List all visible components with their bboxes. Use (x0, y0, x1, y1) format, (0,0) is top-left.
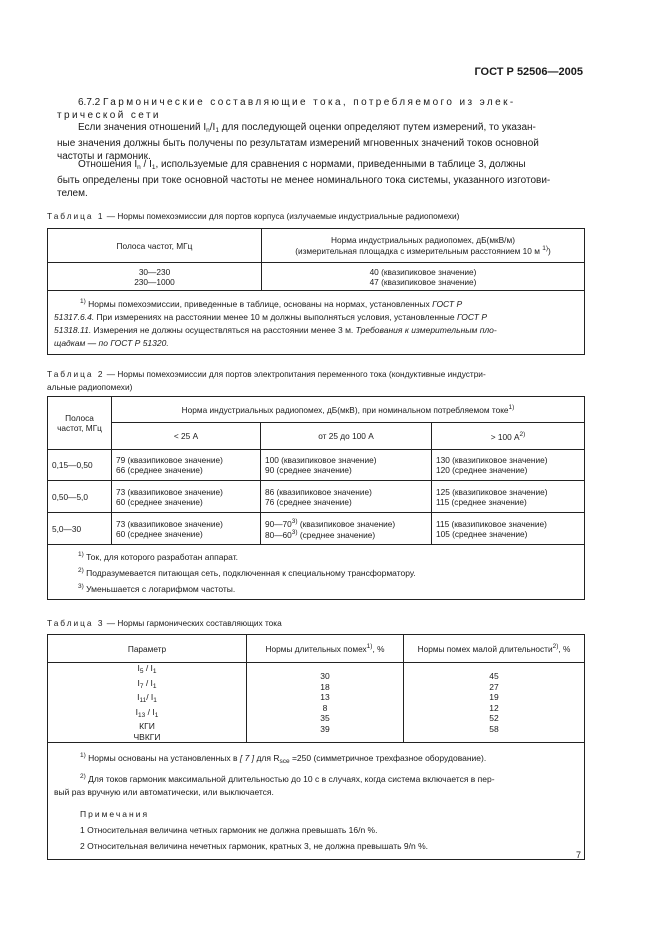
table3-long-value: 30 (320, 671, 330, 681)
table3-param-b: 7 (139, 682, 144, 690)
notes-title: Примечания (80, 809, 150, 819)
table2-cell-a (112, 450, 261, 481)
table3-param-c: / I (146, 692, 154, 702)
table3-param-0 (52, 663, 242, 678)
document-id: ГОСТ Р 52506—2005 (474, 66, 583, 78)
table3-param-4: КГИ (139, 721, 155, 731)
table1-header-norm-line2: (измерительная площадка с измерительным расстоянием 10 м (295, 246, 540, 256)
table2-b2-rest: (среднее значение) (297, 529, 376, 540)
table3-short-column (404, 663, 585, 743)
para1-text-c: для последующей оценки определяют путем измерений, то указан- (218, 122, 536, 133)
table1-fn-line1: Нормы помехоэмиссии, приведенные в таблице, основаны на нормах, установленных (88, 299, 430, 309)
section-number: 6.7.2 (78, 97, 101, 108)
table2-subheader-gt100-sup: 2) (519, 430, 526, 438)
table2-cell-b (261, 450, 432, 481)
para1-sub-n: n (206, 127, 210, 134)
table3-param-a: I (135, 706, 139, 717)
table2-fn-text: Уменьшается с логарифмом частоты. (83, 584, 236, 594)
table3-header-long-text: Нормы длительных помех (265, 644, 367, 654)
table2-subheader-25-100: от 25 до 100 А (261, 423, 432, 450)
note-item: 2 Относительная величина нечетных гармоник, кратных 3, не должна превышать 9/n %. (80, 841, 428, 851)
para1-text-a: Если значения отношений I (78, 122, 207, 133)
table2-b1: 90—70 (265, 518, 292, 529)
section-title-line1: Гармонические составляющие тока, потребляемого из элек- (103, 97, 516, 108)
table2-c2: 120 (среднее значение) (436, 465, 528, 475)
note-item: 1 Относительная величина четных гармоник не должна превышать 16/n %. (80, 825, 378, 835)
para2-line2: быть определены при токе основной частоты не менее номинального тока системы, указанного изготови- (57, 175, 551, 186)
table1-caption-text: — Нормы помехоэмиссии для портов корпуса (излучаемые индустриальные радиопомехи) (104, 211, 460, 221)
table2-caption-line2: альные радиопомехи) (47, 382, 133, 392)
table1-fn-line3b: Измерения не должны осуществляться на расстоянии менее 3 м. (91, 325, 354, 335)
section-title-line2: трической сети (57, 110, 161, 121)
table2-a2: 60 (среднее значение) (116, 528, 203, 539)
table2-c1: 130 (квазипиковое значение) (436, 455, 548, 465)
table2-fn-text: Ток, для которого разработан аппарат. (83, 552, 239, 562)
table2-b2-sup: 3) (291, 528, 298, 536)
table2-freq-0: 0,15—0,50 (48, 450, 112, 481)
table2-cell-c (432, 450, 585, 481)
table2-group-header-sup: 1) (508, 404, 515, 411)
table2-footnotes (48, 545, 585, 600)
table2-caption-line1: — Нормы помехоэмиссии для портов электропитания переменного тока (кондуктивные индустри- (104, 369, 486, 379)
table1-header-norm-line1: Норма индустриальных радиопомех, дБ(мкВ/м) (331, 235, 515, 245)
para2-sub-1: 1 (151, 164, 156, 171)
table3-short-value: 58 (489, 723, 499, 734)
table1-fn-line3c: Требования к измерительным пло- (353, 325, 497, 335)
table3-long-value: 8 (322, 702, 328, 713)
table2-b2: 90 (среднее значение) (265, 465, 352, 475)
table2-a1: 73 (квазипиковое значение) (116, 518, 223, 529)
table3-caption (47, 618, 282, 628)
table3-caption-text: — Нормы гармонических составляющих тока (104, 618, 282, 628)
para2-text-c: , используемые для сравнения с нормами, приведенными в таблице 3, должны (155, 159, 526, 170)
table2-cell-a (112, 513, 261, 545)
para2-text-b: / I (140, 159, 152, 170)
page-number: 7 (575, 850, 581, 860)
table3 (47, 634, 585, 860)
table3-long-value: 39 (320, 723, 330, 734)
table1-fn-line4: щадкам — по ГОСТ Р 51320. (54, 338, 169, 348)
table3-fn2-mark: 2) (80, 773, 86, 780)
table3-fn2-line1: Для токов гармоник максимальной длительностью до 10 с в случаях, когда система включается в пер- (85, 774, 495, 784)
table2-subheader-lt25: < 25 А (112, 423, 261, 450)
table3-short-value: 19 (489, 692, 499, 702)
para2-line3: телем. (57, 188, 88, 199)
table3-param-b: 11 (139, 697, 147, 704)
table2-group-header-text: Норма индустриальных радиопомех, дБ(мкВ), при номинальном потребляемом токе (181, 405, 509, 415)
table1-caption (47, 211, 459, 221)
table1-header-norm (262, 229, 585, 263)
table1-header-sup: 1) (542, 245, 548, 252)
table3-fn2-line2: вый раз вручную или автоматически, или выключается. (54, 787, 274, 797)
table3-label: Таблица 3 (47, 618, 105, 628)
table3-param-1 (52, 678, 242, 693)
table2-b1-rest: (квазипиковое значение) (297, 518, 396, 529)
table1-fn-line3a: 51318.11. (54, 325, 92, 335)
table2-header-freq-line1: Полоса (65, 413, 94, 423)
table2-c1: 125 (квазипиковое значение) (436, 486, 548, 497)
table2-fn-mark: 2) (78, 567, 84, 574)
table3-fn1-mark: 1) (80, 752, 86, 759)
table2-freq-2: 5,0—30 (48, 513, 112, 545)
table1-freq-1: 230—1000 (134, 276, 175, 287)
para1-text-b: /I (209, 122, 216, 133)
table-row (48, 481, 585, 513)
table3-long-value: 13 (320, 692, 330, 702)
table3-param-d: 1 (153, 697, 157, 704)
table2-group-header (112, 397, 585, 423)
table3-param-a: I (137, 663, 140, 673)
table3-long-column (247, 663, 404, 743)
table2-cell-a (112, 481, 261, 513)
table3-short-value: 12 (489, 702, 499, 713)
table2-a1: 79 (квазипиковое значение) (116, 455, 223, 465)
table3-param-d: 1 (152, 668, 157, 675)
table3-param-d: 1 (154, 711, 159, 719)
table3-header-short-sup: 2) (552, 643, 559, 650)
table3-param-d: 1 (152, 682, 157, 690)
table3-fn1-sub: sce (279, 758, 290, 765)
table2-a2: 66 (среднее значение) (116, 465, 203, 475)
table2-cell-c (432, 513, 585, 545)
table-row (48, 450, 585, 481)
table3-param-a: I (137, 692, 140, 702)
para1-line3: частоты и гармоник. (57, 151, 151, 162)
table3-fn1-text: Нормы основаны на установленных в (85, 753, 240, 763)
table1-cell-freq (48, 263, 262, 291)
table2-a1: 73 (квазипиковое значение) (116, 486, 223, 497)
para2-sub-n: n (137, 164, 141, 171)
para1-sub-1: 1 (215, 127, 219, 134)
table2-cell-b (261, 513, 432, 545)
table3-param-c: / I (143, 677, 153, 688)
table2-c1: 115 (квазипиковое значение) (436, 518, 547, 529)
table1-fn-mark: 1) (80, 298, 86, 305)
table2-subheader-gt100-text: > 100 А (490, 431, 520, 442)
table3-param-3 (52, 707, 242, 722)
table1-footnote (48, 291, 585, 355)
table1-label: Таблица 1 (47, 211, 105, 221)
table2-freq-1: 0,50—5,0 (48, 481, 112, 513)
table1 (47, 228, 585, 355)
table1-norm-1: 47 (квазипиковое значение) (369, 276, 477, 287)
table3-short-value: 45 (489, 671, 499, 681)
table3-long-value: 18 (320, 681, 330, 692)
table2-b1-sup: 3) (291, 517, 298, 525)
table3-param-c: / I (143, 663, 153, 673)
table3-header-short-text: Нормы помех малой длительности (417, 644, 553, 654)
table2-subheader-gt100 (432, 423, 585, 450)
section-heading (78, 96, 588, 109)
table3-footnotes (48, 743, 585, 860)
table3-header-long-sup: 1) (366, 643, 373, 650)
table3-fn1-text2: для R (254, 753, 280, 763)
table2-b1: 100 (квазипиковое значение) (265, 455, 377, 465)
table2-fn-text: Подразумевается питающая сеть, подключенная к специальному трансформатору. (83, 568, 416, 578)
table3-param-c: / I (145, 706, 155, 717)
section-paragraph-1 (57, 121, 589, 163)
table3-short-value: 27 (489, 681, 499, 692)
para2-text-a: Отношения I (78, 159, 138, 170)
table3-fn1-text3: =250 (симметричное трехфазное оборудование). (289, 753, 487, 763)
table2-a2: 60 (среднее значение) (116, 496, 203, 507)
table2-header-freq-line2: частот, МГц (57, 423, 102, 433)
table2-b2: 80—60 (265, 529, 292, 540)
table1-fn-line2b: При измерениях на расстоянии менее 10 м должны выполняться условия, установленные (94, 312, 455, 322)
table2-fn-mark: 1) (78, 551, 84, 558)
table2-b2: 76 (среднее значение) (265, 496, 352, 507)
table1-freq-0: 30—230 (138, 266, 171, 277)
table1-norm-0: 40 (квазипиковое значение) (369, 266, 477, 277)
table3-param-b: 13 (138, 711, 146, 719)
table2-fn-mark: 3) (78, 583, 84, 590)
table1-fn-ref1: ГОСТ Р (432, 299, 463, 309)
para1-line2: ные значения должны быть получены по результатам измерений мгновенных значений токов основной (57, 138, 539, 149)
table1-fn-ref2: ГОСТ Р (456, 312, 487, 322)
table1-header-end: ) (548, 246, 551, 256)
section-paragraph-2 (57, 158, 589, 200)
table3-param-2 (52, 692, 242, 707)
table3-param-column (48, 663, 247, 743)
table3-header-param: Параметр (48, 635, 247, 663)
table3-header-long-unit: , % (372, 644, 385, 654)
table2-cell-b (261, 481, 432, 513)
table2-cell-c (432, 481, 585, 513)
table3-header-short (404, 635, 585, 663)
table2-caption (47, 368, 587, 394)
table2-label: Таблица 2 (47, 369, 105, 379)
table3-header-long (247, 635, 404, 663)
table2-b1: 86 (квазипиковое значение) (265, 486, 372, 497)
table3-fn1-ref: [ 7 ] (239, 753, 255, 763)
table2-c2: 105 (среднее значение) (436, 528, 528, 539)
table-row (48, 513, 585, 545)
table3-short-value: 52 (489, 713, 499, 723)
table2-header-freq (48, 397, 112, 450)
table1-fn-line2a: 51317.6.4. (54, 312, 95, 322)
table3-param-a: I (137, 677, 140, 688)
table1-cell-norm (262, 263, 585, 291)
table3-long-value: 35 (320, 713, 330, 723)
table3-param-b: 5 (139, 668, 144, 675)
table1-header-freq: Полоса частот, МГц (48, 229, 262, 263)
table2-c2: 115 (среднее значение) (436, 496, 527, 507)
table3-param-5: ЧВКГИ (133, 731, 161, 742)
table2 (47, 396, 585, 600)
table3-header-short-unit: , % (558, 644, 571, 654)
